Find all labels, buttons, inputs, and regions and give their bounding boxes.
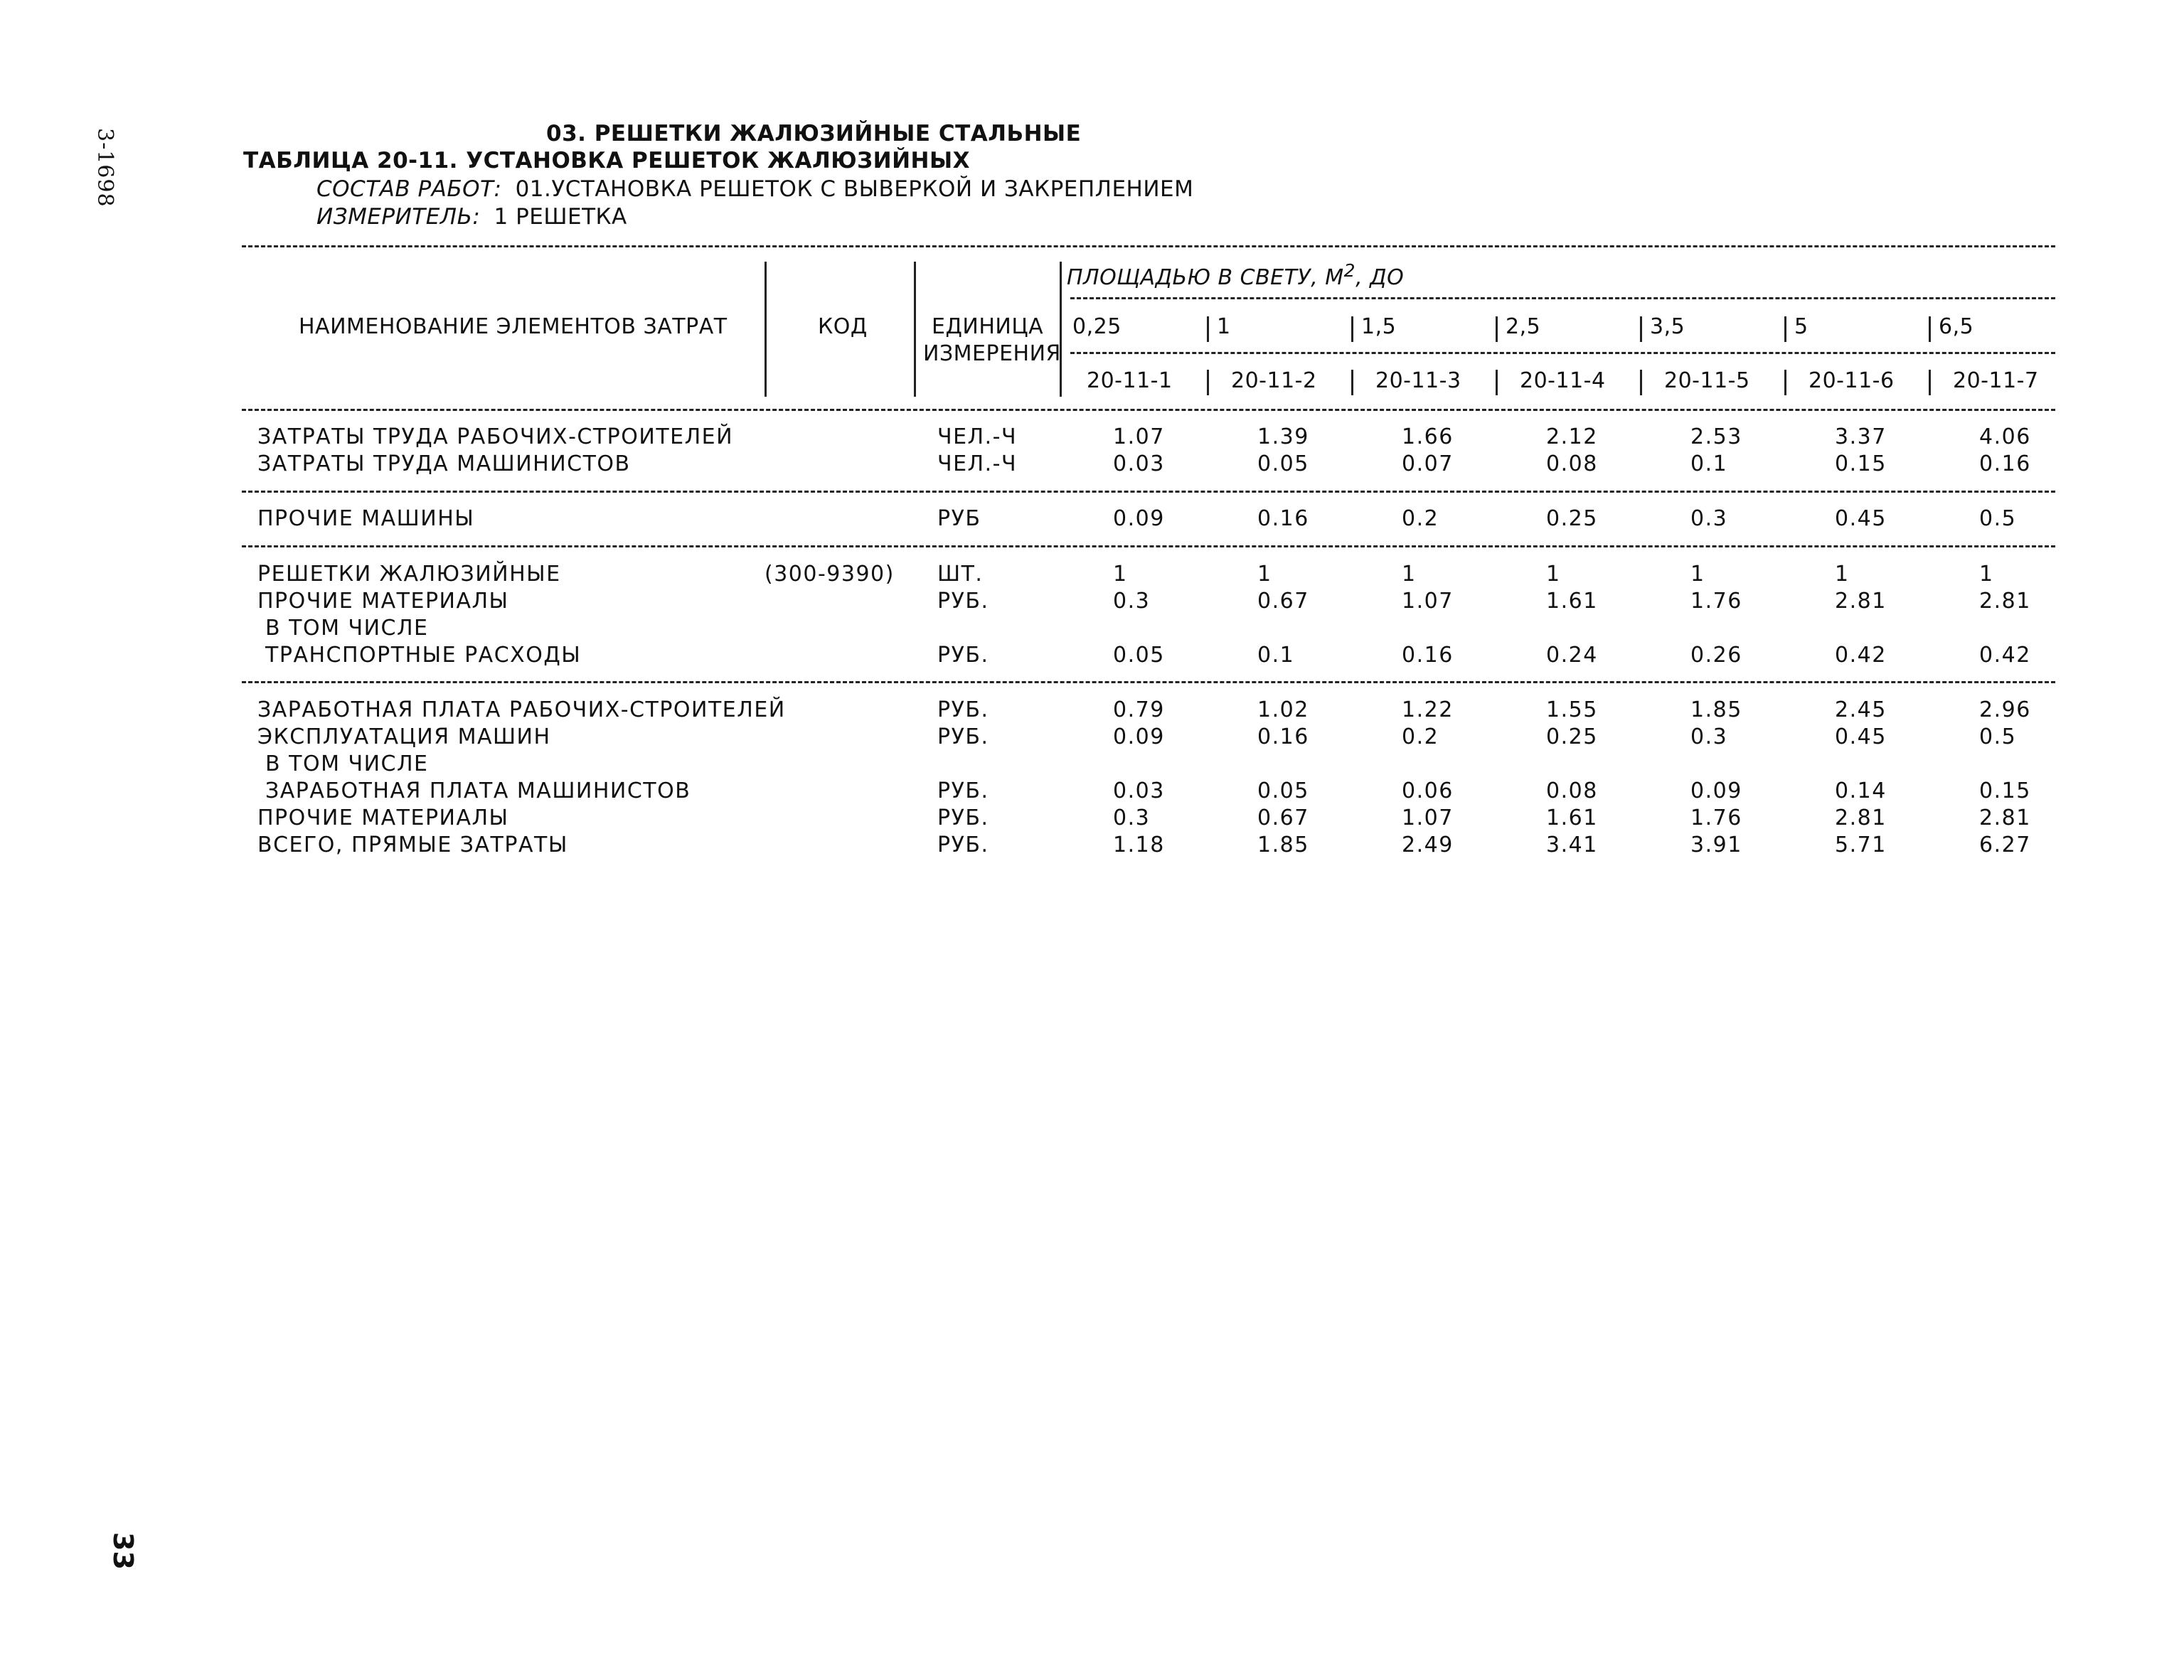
row-name: ПРОЧИЕ МАШИНЫ	[257, 506, 475, 531]
row-value: 2.53	[1690, 424, 1742, 449]
code-column-header: КОД	[818, 314, 868, 339]
row-value: 0.42	[1835, 643, 1887, 668]
row-value: 2.81	[1979, 589, 2031, 614]
row-value: 2.12	[1546, 424, 1598, 449]
row-value: 1.22	[1402, 697, 1454, 722]
row-value: 0.1	[1690, 451, 1728, 476]
code-separator	[1496, 370, 1498, 395]
measure-unit	[316, 204, 627, 230]
row-value: 3.37	[1835, 424, 1887, 449]
row-value: 0.2	[1402, 724, 1439, 749]
row-value: 0.24	[1546, 643, 1598, 668]
header-bottom-rule	[242, 409, 2055, 411]
row-value: 1.07	[1402, 806, 1454, 830]
table-title: ТАБЛИЦА 20-11. УСТАНОВКА РЕШЕТОК ЖАЛЮЗИЙНЫХ	[243, 148, 971, 173]
row-name: РЕШЕТКИ ЖАЛЮЗИЙНЫЕ	[257, 562, 561, 587]
row-value: 0.09	[1113, 724, 1165, 749]
side-document-code: 3-1698	[92, 128, 117, 208]
row-value: 0.05	[1257, 779, 1309, 803]
row-resource-code: (300-9390)	[765, 562, 895, 587]
row-value: 0.25	[1546, 506, 1598, 531]
size-separator	[1640, 316, 1642, 342]
row-value: 0.03	[1113, 451, 1165, 476]
row-value: 3.41	[1546, 833, 1598, 857]
row-value: 0.03	[1113, 779, 1165, 803]
area-label: ПЛОЩАДЬЮ В СВЕТУ, М	[1067, 265, 1344, 290]
row-value: 0.05	[1257, 451, 1309, 476]
size-separator	[1496, 316, 1498, 342]
size-separator	[1207, 316, 1209, 342]
row-value: 1	[1546, 562, 1561, 587]
rate-code-header-5: 20-11-5	[1664, 368, 1750, 393]
header-separator	[914, 262, 916, 397]
row-value: 0.07	[1402, 451, 1454, 476]
row-value: 0.08	[1546, 451, 1598, 476]
area-group-rule	[1070, 297, 2055, 299]
row-name: В ТОМ ЧИСЛЕ	[257, 751, 429, 776]
code-separator	[1784, 370, 1786, 395]
row-value: 1.61	[1546, 806, 1598, 830]
area-group-header	[1067, 260, 1404, 290]
row-value: 1	[1690, 562, 1705, 587]
row-value: 1	[1257, 562, 1272, 587]
row-value: 0.09	[1113, 506, 1165, 531]
row-name: ЭКСПЛУАТАЦИЯ МАШИН	[257, 724, 551, 749]
row-value: 0.67	[1257, 806, 1309, 830]
row-value: 2.81	[1979, 806, 2031, 830]
row-value: 0.09	[1690, 779, 1742, 803]
name-column-header: НАИМЕНОВАНИЕ ЭЛЕМЕНТОВ ЗАТРАТ	[299, 314, 728, 339]
row-value: 0.16	[1402, 643, 1454, 668]
row-value: 0.1	[1257, 643, 1295, 668]
row-value: 1.66	[1402, 424, 1454, 449]
row-value: 1	[1113, 562, 1128, 587]
row-unit: РУБ.	[937, 697, 989, 722]
row-value: 2.96	[1979, 697, 2031, 722]
area-suffix: , ДО	[1355, 265, 1405, 290]
row-value: 0.16	[1257, 724, 1309, 749]
row-value: 1	[1979, 562, 1994, 587]
row-value: 0.42	[1979, 643, 2031, 668]
size-row-rule	[1070, 352, 2055, 354]
work-label: СОСТАВ РАБОТ:	[316, 176, 502, 202]
rate-code-header-2: 20-11-2	[1231, 368, 1317, 393]
size-header-6: 5	[1794, 314, 1809, 339]
row-unit: РУБ.	[937, 806, 989, 830]
size-separator	[1929, 316, 1931, 342]
rate-code-header-6: 20-11-6	[1809, 368, 1895, 393]
row-unit: РУБ	[937, 506, 981, 531]
unit-column-header: ЕДИНИЦА	[932, 314, 1044, 339]
row-value: 1.76	[1690, 589, 1742, 614]
row-value: 2.49	[1402, 833, 1454, 857]
row-value: 6.27	[1979, 833, 2031, 857]
row-value: 1	[1835, 562, 1850, 587]
size-header-1: 0,25	[1072, 314, 1122, 339]
row-name: ВСЕГО, ПРЯМЫЕ ЗАТРАТЫ	[257, 833, 568, 857]
row-value: 1.07	[1113, 424, 1165, 449]
row-name: ЗАРАБОТНАЯ ПЛАТА РАБОЧИХ-СТРОИТЕЛЕЙ	[257, 697, 786, 722]
row-value: 0.14	[1835, 779, 1887, 803]
row-name: ТРАНСПОРТНЫЕ РАСХОДЫ	[257, 643, 582, 668]
group-separator-rule	[242, 545, 2055, 547]
size-header-2: 1	[1217, 314, 1231, 339]
row-value: 2.81	[1835, 806, 1887, 830]
row-value: 0.5	[1979, 724, 2017, 749]
row-value: 1.85	[1690, 697, 1742, 722]
row-unit: РУБ.	[937, 779, 989, 803]
row-value: 0.06	[1402, 779, 1454, 803]
row-name: ПРОЧИЕ МАТЕРИАЛЫ	[257, 589, 509, 614]
rate-code-header-4: 20-11-4	[1520, 368, 1606, 393]
row-value: 0.2	[1402, 506, 1439, 531]
row-value: 0.45	[1835, 506, 1887, 531]
row-value: 0.3	[1113, 806, 1151, 830]
row-value: 2.81	[1835, 589, 1887, 614]
row-value: 0.3	[1690, 506, 1728, 531]
row-name: ЗАРАБОТНАЯ ПЛАТА МАШИНИСТОВ	[257, 779, 691, 803]
row-value: 5.71	[1835, 833, 1887, 857]
row-value: 3.91	[1690, 833, 1742, 857]
rate-code-header-1: 20-11-1	[1087, 368, 1173, 393]
row-value: 1.55	[1546, 697, 1598, 722]
page-number: 33	[107, 1532, 139, 1570]
header-top-rule	[242, 245, 2055, 247]
row-value: 0.08	[1546, 779, 1598, 803]
row-value: 0.16	[1979, 451, 2031, 476]
code-separator	[1351, 370, 1353, 395]
rate-code-header-7: 20-11-7	[1953, 368, 2039, 393]
row-value: 0.67	[1257, 589, 1309, 614]
row-value: 1.76	[1690, 806, 1742, 830]
code-separator	[1640, 370, 1642, 395]
row-value: 0.3	[1113, 589, 1151, 614]
measure-label: ИЗМЕРИТЕЛЬ:	[316, 204, 481, 230]
row-value: 0.26	[1690, 643, 1742, 668]
group-separator-rule	[242, 681, 2055, 683]
row-unit: РУБ.	[937, 643, 989, 668]
row-value: 1.61	[1546, 589, 1598, 614]
header-separator	[765, 262, 767, 397]
work-composition	[316, 176, 1193, 202]
row-value: 0.3	[1690, 724, 1728, 749]
row-value: 0.15	[1979, 779, 2031, 803]
section-title: 03. РЕШЕТКИ ЖАЛЮЗИЙНЫЕ СТАЛЬНЫЕ	[546, 121, 1082, 146]
row-unit: РУБ.	[937, 833, 989, 857]
row-unit: ЧЕЛ.-Ч	[937, 451, 1018, 476]
rate-code-header-3: 20-11-3	[1375, 368, 1461, 393]
row-value: 0.25	[1546, 724, 1598, 749]
row-value: 0.5	[1979, 506, 2017, 531]
row-value: 0.05	[1113, 643, 1165, 668]
row-value: 1.18	[1113, 833, 1165, 857]
row-name: В ТОМ ЧИСЛЕ	[257, 616, 429, 641]
row-name: ЗАТРАТЫ ТРУДА МАШИНИСТОВ	[257, 451, 631, 476]
row-unit: ШТ.	[937, 562, 984, 587]
row-value: 1.85	[1257, 833, 1309, 857]
row-value: 1	[1402, 562, 1417, 587]
row-value: 2.45	[1835, 697, 1887, 722]
size-separator	[1351, 316, 1353, 342]
size-header-3: 1,5	[1361, 314, 1397, 339]
unit-column-header-line2: ИЗМЕРЕНИЯ	[923, 341, 1061, 366]
row-name: ЗАТРАТЫ ТРУДА РАБОЧИХ-СТРОИТЕЛЕЙ	[257, 424, 734, 449]
measure-value: 1 РЕШЕТКА	[494, 204, 627, 230]
size-header-5: 3,5	[1650, 314, 1685, 339]
work-value: 01.УСТАНОВКА РЕШЕТОК С ВЫВЕРКОЙ И ЗАКРЕПЛЕНИЕМ	[515, 176, 1194, 202]
row-value: 1.39	[1257, 424, 1309, 449]
row-value: 0.79	[1113, 697, 1165, 722]
size-separator	[1784, 316, 1786, 342]
header-separator	[1060, 262, 1062, 397]
row-value: 1.02	[1257, 697, 1309, 722]
row-name: ПРОЧИЕ МАТЕРИАЛЫ	[257, 806, 509, 830]
row-unit: РУБ.	[937, 724, 989, 749]
area-exponent: 2	[1343, 260, 1356, 281]
row-unit: ЧЕЛ.-Ч	[937, 424, 1018, 449]
row-value: 0.16	[1257, 506, 1309, 531]
row-value: 1.07	[1402, 589, 1454, 614]
group-separator-rule	[242, 491, 2055, 493]
row-value: 4.06	[1979, 424, 2031, 449]
code-separator	[1929, 370, 1931, 395]
row-unit: РУБ.	[937, 589, 989, 614]
code-separator	[1207, 370, 1209, 395]
row-value: 0.45	[1835, 724, 1887, 749]
size-header-4: 2,5	[1506, 314, 1541, 339]
size-header-7: 6,5	[1939, 314, 1974, 339]
row-value: 0.15	[1835, 451, 1887, 476]
